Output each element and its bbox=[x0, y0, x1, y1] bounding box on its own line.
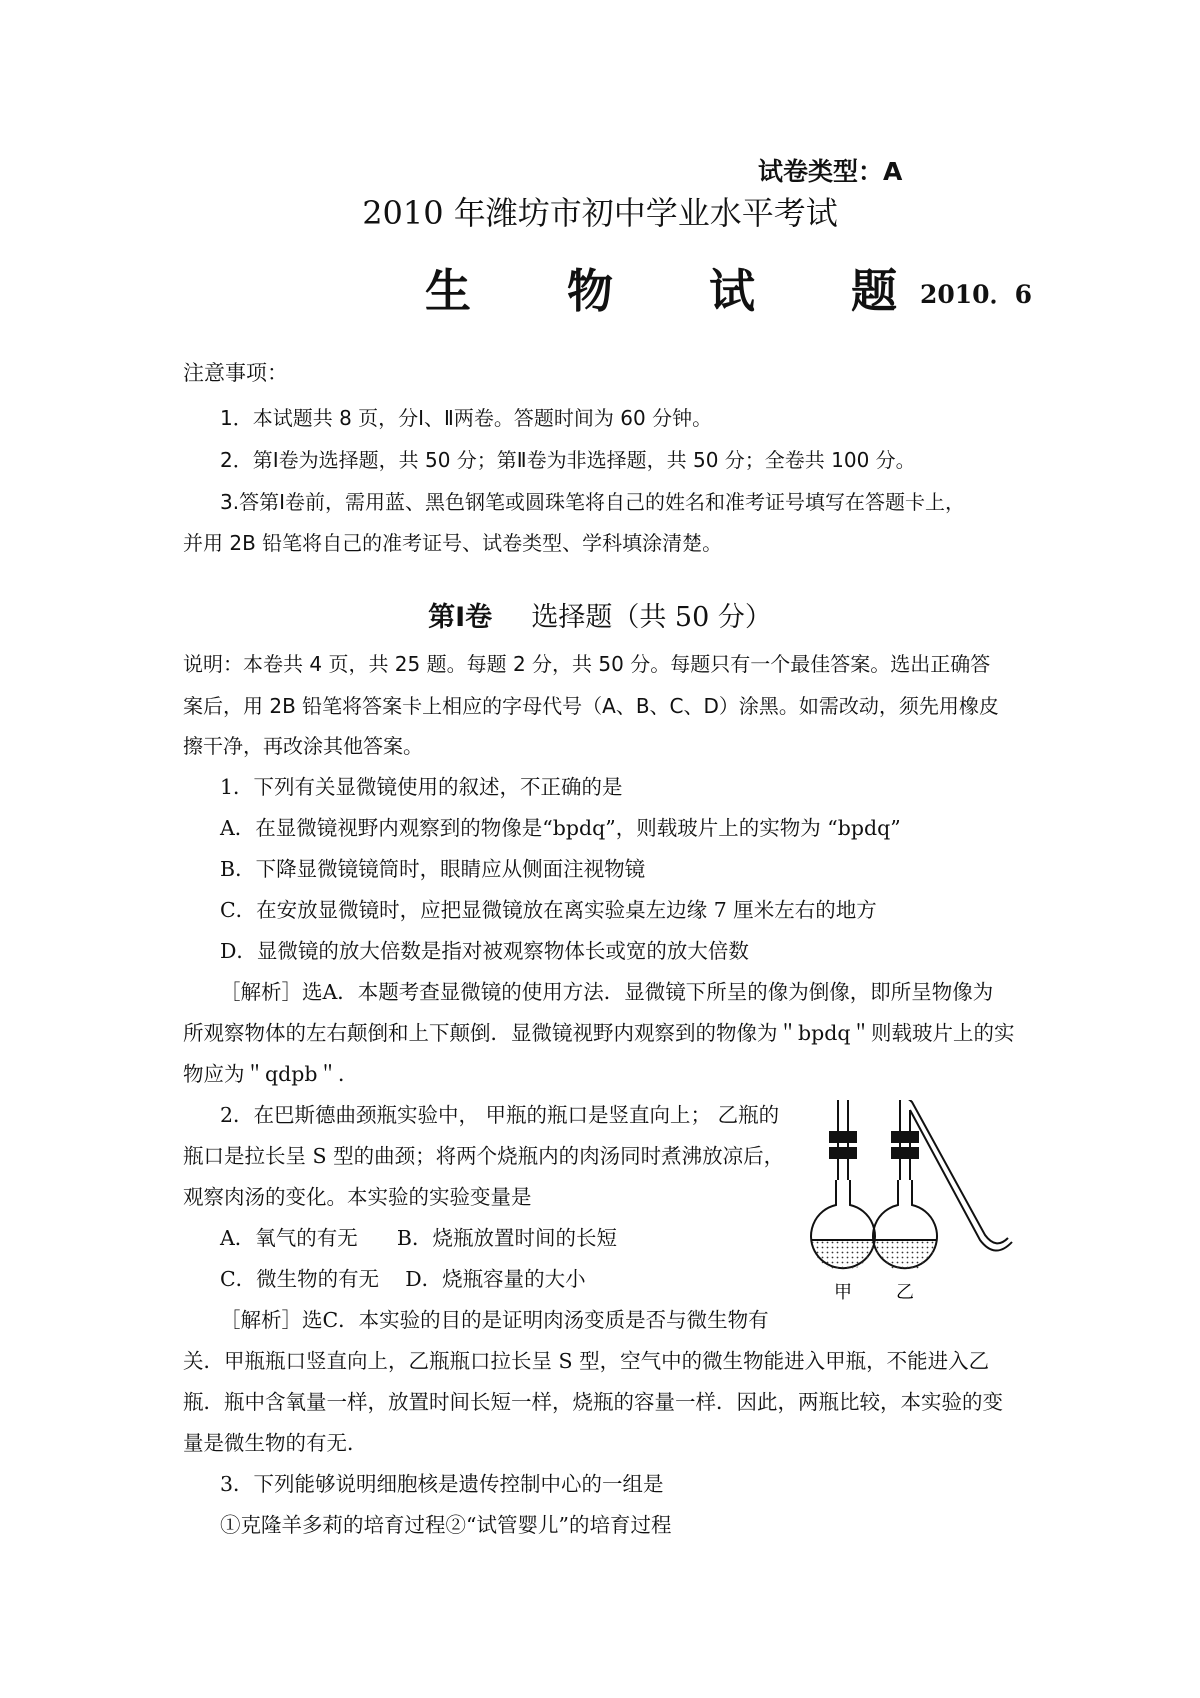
q2-stem-line-3: 观察肉汤的变化。本实验的实验变量是 bbox=[183, 1185, 532, 1209]
exam-date: 2010．6 bbox=[920, 280, 1032, 309]
q1-analysis-line-2: 所观察物体的左右颠倒和上下颠倒．显微镜视野内观察到的物像为＂bpdq＂则载玻片上的实 bbox=[183, 1021, 1015, 1045]
q3-line-2: ①克隆羊多莉的培育过程②“试管婴儿”的培育过程 bbox=[220, 1513, 672, 1537]
note-item-3-cont: 并用 2B 铅笔将自己的准考证号、试卷类型、学科填涂清楚。 bbox=[183, 531, 723, 555]
q1-stem: 1．下列有关显微镜使用的叙述，不正确的是 bbox=[220, 775, 623, 799]
note-item-3: 3.答第Ⅰ卷前，需用蓝、黑色钢笔或圆珠笔将自己的姓名和准考证号填写在答题卡上， bbox=[220, 490, 965, 514]
q1-option-d: D．显微镜的放大倍数是指对被观察物体长或宽的放大倍数 bbox=[220, 939, 749, 963]
q2-analysis-line-4: 量是微生物的有无． bbox=[183, 1431, 368, 1455]
q2-stem-line-2: 瓶口是拉长呈 S 型的曲颈；将两个烧瓶内的肉汤同时煮沸放凉后， bbox=[183, 1144, 785, 1168]
subject-title: 生 物 试 题 bbox=[425, 264, 938, 318]
q1-option-b: B．下降显微镜镜筒时，眼睛应从侧面注视物镜 bbox=[220, 857, 646, 881]
section-desc-line-1: 说明：本卷共 4 页，共 25 题。每题 2 分，共 50 分。每题只有一个最佳答案。选出正确答 bbox=[183, 652, 991, 676]
flask-yi bbox=[873, 1100, 1012, 1271]
section-title-rest: 选择题（共 50 分） bbox=[531, 602, 772, 633]
q1-analysis-line-1: ［解析］选A．本题考查显微镜的使用方法．显微镜下所呈的像为倒像，即所呈物像为 bbox=[220, 980, 994, 1004]
section-title-strong: 第Ⅰ卷 bbox=[428, 602, 493, 633]
section-desc-line-2: 案后，用 2B 铅笔将答案卡上相应的字母代号（A、B、C、D）涂黑。如需改动，须先用橡皮 bbox=[183, 694, 999, 718]
flask-label-jia: 甲 bbox=[834, 1282, 852, 1303]
section-title bbox=[0, 595, 1200, 634]
note-item-1: 1．本试题共 8 页，分Ⅰ、Ⅱ两卷。答题时间为 60 分钟。 bbox=[220, 406, 713, 430]
q2-analysis-line-3: 瓶．瓶中含氧量一样，放置时间长短一样，烧瓶的容量一样．因此，两瓶比较，本实验的变 bbox=[183, 1390, 1003, 1414]
q1-analysis-line-3: 物应为＂qdpb＂． bbox=[183, 1062, 359, 1086]
q1-option-c: C．在安放显微镜时，应把显微镜放在离实验桌左边缘 7 厘米左右的地方 bbox=[220, 898, 877, 922]
flask-jia bbox=[811, 1100, 875, 1271]
q2-analysis-line-1: ［解析］选C．本实验的目的是证明肉汤变质是否与微生物有 bbox=[220, 1308, 769, 1332]
notes-title: 注意事项： bbox=[183, 361, 288, 385]
paper-type: 试卷类型：A bbox=[758, 157, 903, 186]
section-desc-line-3: 擦干净，再改涂其他答案。 bbox=[183, 734, 423, 758]
q2-options-row-1: A．氧气的有无 B．烧瓶放置时间的长短 bbox=[220, 1226, 617, 1250]
q2-stem-line-1: 2．在巴斯德曲颈瓶实验中， 甲瓶的瓶口是竖直向上； 乙瓶的 bbox=[220, 1103, 780, 1127]
flask-label-yi: 乙 bbox=[896, 1282, 914, 1303]
q1-option-a: A．在显微镜视野内观察到的物像是“bpdq”，则载玻片上的实物为 “bpdq” bbox=[220, 816, 901, 840]
q2-options-row-2: C．微生物的有无 D．烧瓶容量的大小 bbox=[220, 1267, 586, 1291]
q2-analysis-line-2: 关．甲瓶瓶口竖直向上，乙瓶瓶口拉长呈 S 型，空气中的微生物能进入甲瓶，不能进入乙 bbox=[183, 1349, 990, 1373]
swan-neck-flask-figure bbox=[800, 1100, 1040, 1305]
note-item-2: 2．第Ⅰ卷为选择题，共 50 分；第Ⅱ卷为非选择题，共 50 分；全卷共 100 分。 bbox=[220, 448, 916, 472]
exam-name: 2010 年潍坊市初中学业水平考试 bbox=[362, 194, 838, 232]
q3-stem: 3．下列能够说明细胞核是遗传控制中心的一组是 bbox=[220, 1472, 664, 1496]
